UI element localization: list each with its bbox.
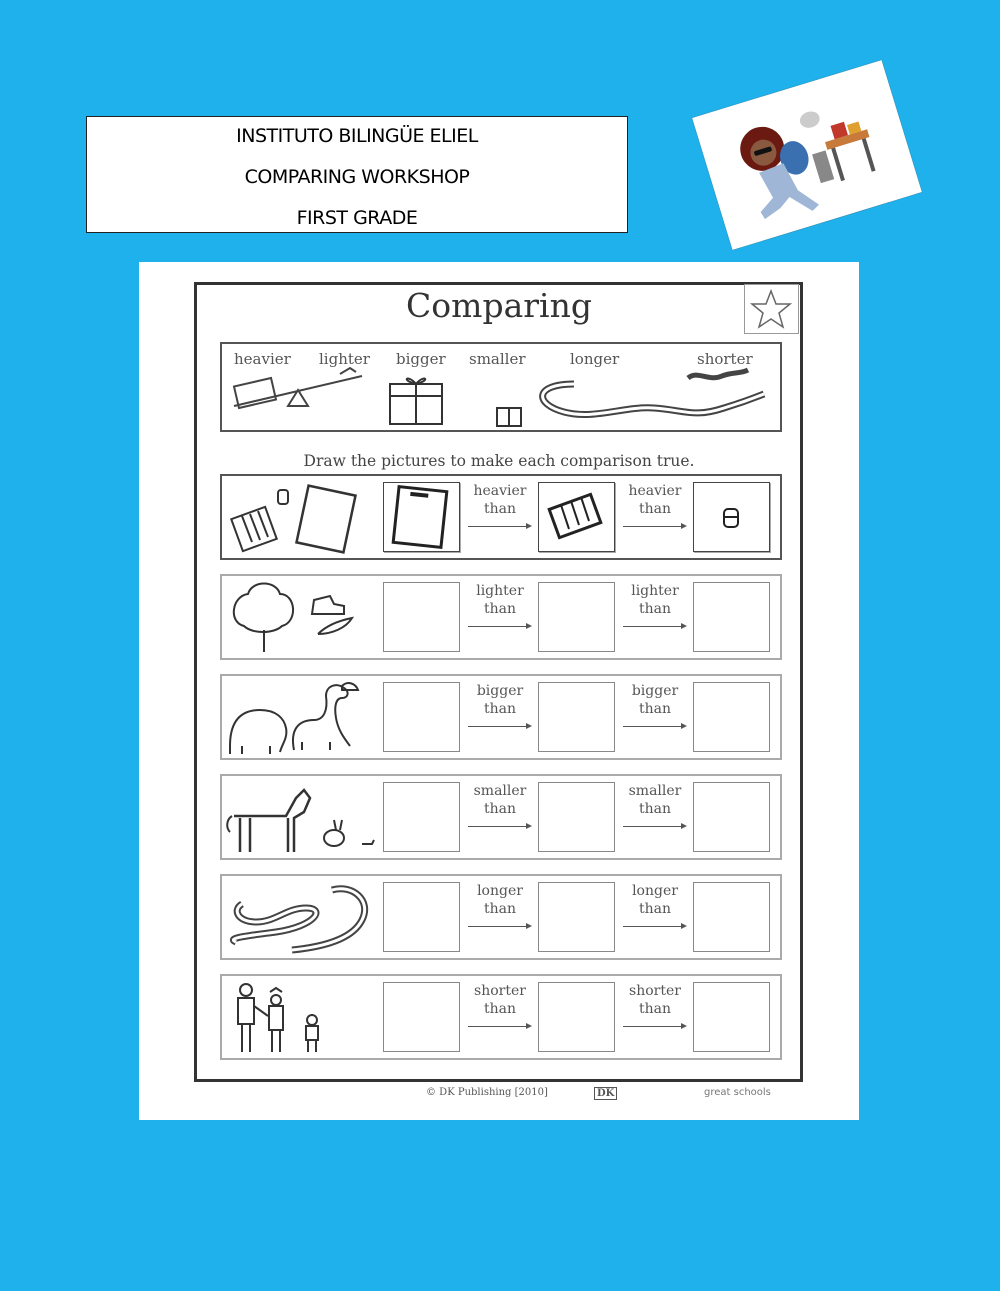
vocabulary-illustrations xyxy=(222,344,780,430)
comparison-word: bigger xyxy=(631,683,679,699)
comparison-label xyxy=(620,682,690,718)
vocab-lighter: lighter xyxy=(319,350,370,368)
worksheet-image xyxy=(139,262,859,1120)
people-illustration xyxy=(222,976,382,1058)
comparison-row-smaller xyxy=(220,774,782,860)
example-cell-book xyxy=(383,482,460,552)
lighter-objects-illustration xyxy=(222,576,382,658)
arrow-icon xyxy=(468,826,526,827)
comparison-than: than xyxy=(483,501,516,517)
comparison-label xyxy=(620,882,690,918)
grade-label: FIRST GRADE xyxy=(296,207,418,229)
student-running-illustration xyxy=(692,60,922,250)
answer-box-1[interactable] xyxy=(383,682,460,752)
vocab-heavier: heavier xyxy=(234,350,291,368)
comparison-than: than xyxy=(638,901,671,917)
comparison-label xyxy=(465,582,535,618)
comparison-word: lighter xyxy=(631,583,679,599)
comparison-than: than xyxy=(638,701,671,717)
comparison-label xyxy=(465,682,535,718)
arrow-icon xyxy=(623,826,681,827)
arrow-icon xyxy=(468,526,526,527)
answer-box-3[interactable] xyxy=(693,682,770,752)
heavier-objects-illustration xyxy=(222,476,382,558)
answer-box-2[interactable] xyxy=(538,582,615,652)
comparison-than: than xyxy=(483,601,516,617)
worksheet-title: Comparing xyxy=(406,286,592,325)
comparison-row-heavier xyxy=(220,474,782,560)
clipart-card xyxy=(692,60,922,250)
header-box xyxy=(86,116,628,233)
comparison-row-shorter xyxy=(220,974,782,1060)
comparison-than: than xyxy=(638,501,671,517)
arrow-icon xyxy=(623,526,681,527)
worms-illustration xyxy=(222,876,382,958)
comparison-word: longer xyxy=(477,883,523,899)
answer-box-3[interactable] xyxy=(693,982,770,1052)
greatschools-logo: great schools xyxy=(704,1087,771,1098)
arrow-icon xyxy=(468,926,526,927)
arrow-icon xyxy=(468,1026,526,1027)
comparison-word: heavier xyxy=(473,483,527,499)
workshop-title: COMPARING WORKSHOP xyxy=(244,166,470,188)
comparison-word: longer xyxy=(632,883,678,899)
comparison-label xyxy=(620,482,690,518)
comparison-than: than xyxy=(483,1001,516,1017)
comparison-than: than xyxy=(483,901,516,917)
comparison-word: lighter xyxy=(476,583,524,599)
arrow-icon xyxy=(623,626,681,627)
comparison-label xyxy=(620,782,690,818)
vocabulary-box xyxy=(220,342,782,432)
answer-box-3[interactable] xyxy=(693,882,770,952)
comparison-word: bigger xyxy=(476,683,524,699)
answer-box-2[interactable] xyxy=(538,982,615,1052)
school-name: INSTITUTO BILINGÜE ELIEL xyxy=(236,125,478,147)
vocab-shorter: shorter xyxy=(697,350,753,368)
answer-box-2[interactable] xyxy=(538,882,615,952)
vocab-smaller: smaller xyxy=(469,350,526,368)
comparison-than: than xyxy=(638,801,671,817)
comparison-label xyxy=(465,782,535,818)
answer-box-3[interactable] xyxy=(693,582,770,652)
answer-box-2[interactable] xyxy=(538,682,615,752)
answer-box-2[interactable] xyxy=(538,782,615,852)
book-icon xyxy=(384,483,458,550)
answer-box-1[interactable] xyxy=(383,782,460,852)
copyright-text: © DK Publishing [2010] xyxy=(426,1087,548,1098)
example-cell-crayons xyxy=(538,482,615,552)
star-icon xyxy=(745,285,798,333)
comparison-row-longer xyxy=(220,874,782,960)
star-box xyxy=(744,284,799,334)
answer-box-3[interactable] xyxy=(693,782,770,852)
comparison-row-lighter xyxy=(220,574,782,660)
comparison-than: than xyxy=(483,701,516,717)
vocab-bigger: bigger xyxy=(396,350,446,368)
dk-logo: DK xyxy=(594,1087,617,1100)
crayon-box-icon xyxy=(539,483,613,550)
bigger-animals-illustration xyxy=(222,676,382,758)
comparison-word: heavier xyxy=(628,483,682,499)
arrow-icon xyxy=(468,726,526,727)
smaller-animals-illustration xyxy=(222,776,382,858)
comparison-than: than xyxy=(638,1001,671,1017)
answer-box-1[interactable] xyxy=(383,882,460,952)
arrow-icon xyxy=(623,1026,681,1027)
example-cell-eraser xyxy=(693,482,770,552)
comparison-label xyxy=(620,982,690,1018)
comparison-word: smaller xyxy=(473,783,527,799)
comparison-word: shorter xyxy=(629,983,681,999)
comparison-than: than xyxy=(638,601,671,617)
eraser-icon xyxy=(694,483,768,550)
comparison-word: shorter xyxy=(474,983,526,999)
comparison-label xyxy=(465,482,535,518)
arrow-icon xyxy=(623,926,681,927)
comparison-than: than xyxy=(483,801,516,817)
comparison-word: smaller xyxy=(628,783,682,799)
arrow-icon xyxy=(468,626,526,627)
comparison-row-bigger xyxy=(220,674,782,760)
comparison-label xyxy=(465,882,535,918)
answer-box-1[interactable] xyxy=(383,982,460,1052)
instruction-text: Draw the pictures to make each comparison true. xyxy=(303,452,695,470)
vocab-longer: longer xyxy=(570,350,620,368)
arrow-icon xyxy=(623,726,681,727)
answer-box-1[interactable] xyxy=(383,582,460,652)
comparison-label xyxy=(620,582,690,618)
comparison-label xyxy=(465,982,535,1018)
